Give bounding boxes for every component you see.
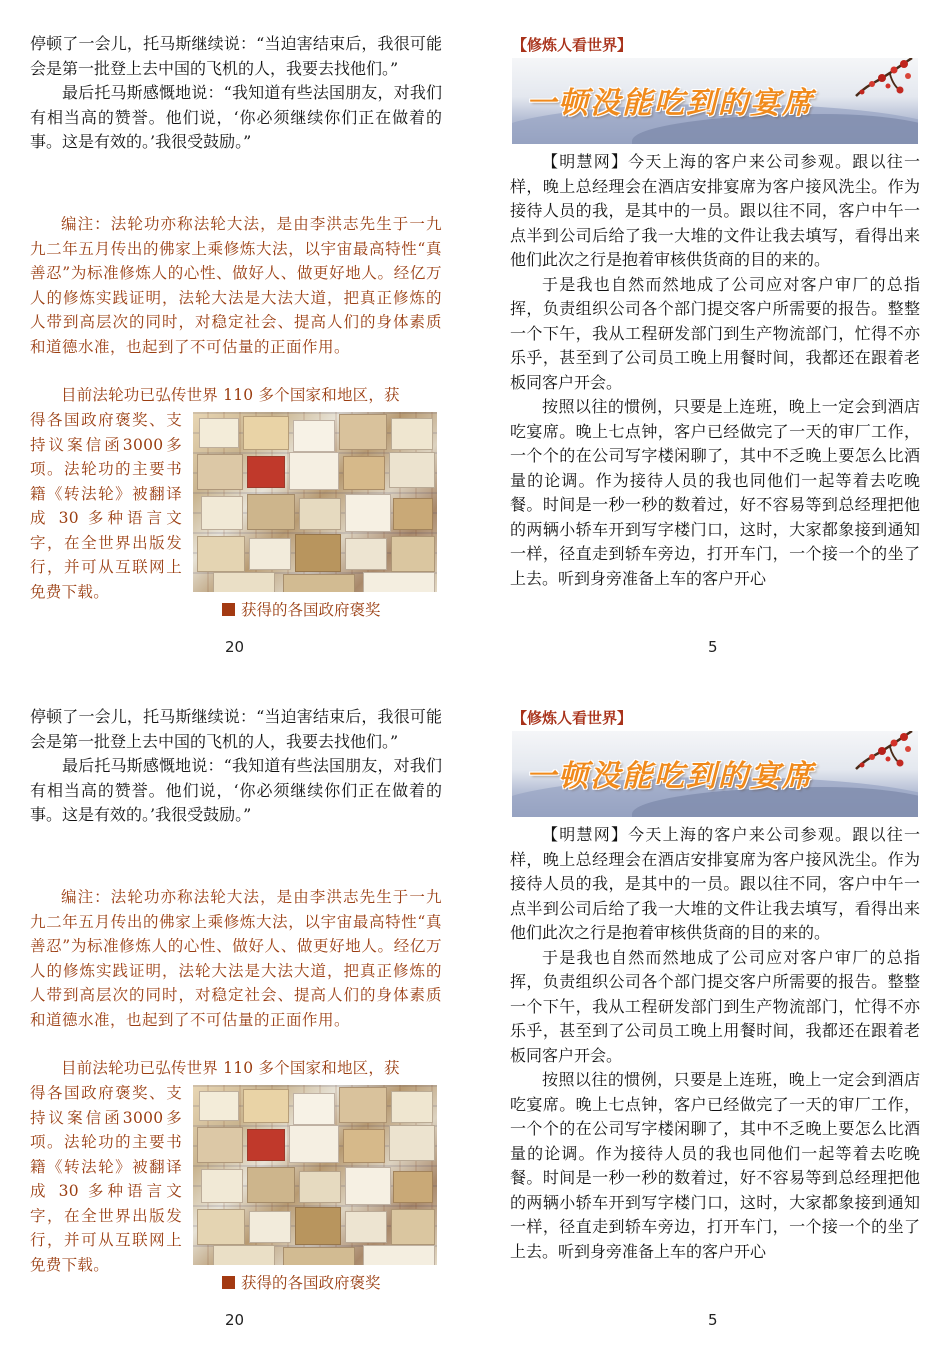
left-page <box>30 0 442 672</box>
left-body-text <box>30 705 442 828</box>
paragraph: 【明慧网】今天上海的客户来公司参观。跟以往一样，晚上总经理会在酒店安排宴席为客户接风洗尘。作为接待人员的我，是其中的一员。跟以往不同，客户中午一点半到公司后给了我一大堆的文件让我去填写，看得出来他们此次之行是抱着审核供货商的目的来的。 <box>510 825 920 942</box>
side-text: 得各国政府褒奖、支持议案信函3000多项。法轮功的主要书籍《转法轮》被翻译成 30 多种语言文字，在全世界出版发行，并可从互联网上免费下载。 <box>30 1084 182 1274</box>
paragraph: 最后托马斯感慨地说：“我知道有些法国朋友，对我们有相当高的赞誉。他们说，‘你必须继续你们正在做着的事。这是有效的。’我很受鼓励。” <box>30 83 442 151</box>
section-tag: 【修炼人看世界】 <box>512 709 633 727</box>
page-number: 5 <box>708 638 718 656</box>
right-body-text <box>510 823 920 1264</box>
image-caption-text: 获得的各国政府褒奖 <box>241 601 381 619</box>
paragraph: 按照以往的惯例，只要是上连班，晚上一定会到酒店吃宴席。晚上七点钟，客户已经做完了一天的审厂工作，一个个的在公司写字楼闲聊了，其中不乏晚上要怎么比酒量的论调。作为接待人员的我也同他们一起等着去吃晚餐。时间是一秒一秒的数着过，好不容易等到总经理把他的两辆小轿车开到写字楼门口，这时，大家都象接到通知一样，径直走到轿车旁边，打开车门，一个接一个的坐了上去。听到身旁准备上车的客户开心 <box>510 1070 920 1261</box>
paragraph: 于是我也自然而然地成了公司应对客户审厂的总指挥，负责组织公司各个部门提交客户所需要的报告。整整一个下午，我从工程研发部门到生产物流部门，忙得不亦乐乎，甚至到了公司员工晚上用餐时间，我都还在跟着老板同客户开会。 <box>510 947 920 1065</box>
editor-note: 编注：法轮功亦称法轮大法，是由李洪志先生于一九九二年五月传出的佛家上乘修炼大法，以宇宙最高特性“真善忍”为标准修炼人的心性、做好人、做更好地人。经亿万人的修炼实践证明，法轮大法是大法大道，把真正修炼的人带到高层次的同时，对稳定社会、提高人们的身体素质和道德水准，也起到了不可估量的正面作用。 <box>30 888 442 1029</box>
spread-top <box>0 0 950 672</box>
paragraph: 于是我也自然而然地成了公司应对客户审厂的总指挥，负责组织公司各个部门提交客户所需要的报告。整整一个下午，我从工程研发部门到生产物流部门，忙得不亦乐乎，甚至到了公司员工晚上用餐时间，我都还在跟着老板同客户开会。 <box>510 274 920 392</box>
left-body-text <box>30 32 442 155</box>
right-page <box>510 0 920 672</box>
page-number: 5 <box>708 1311 718 1329</box>
caption-square-icon <box>222 603 235 616</box>
spread-line: 目前法轮功已弘传世界 110 多个国家和地区，获 <box>61 386 400 404</box>
paragraph: 停顿了一会儿，托马斯继续说：“当迫害结束后，我很可能会是第一批登上去中国的飞机的人，我要去找他们。” <box>30 34 442 78</box>
page-number: 20 <box>225 638 245 656</box>
awards-collage-image <box>193 1085 437 1265</box>
left-page <box>30 673 442 1345</box>
plum-blossom-icon <box>852 731 914 785</box>
article-title: 一顿没能吃到的宴席 <box>526 759 814 794</box>
awards-collage-image <box>193 412 437 592</box>
paragraph: 最后托马斯感慨地说：“我知道有些法国朋友，对我们有相当高的赞誉。他们说，‘你必须继续你们正在做着的事。这是有效的。’我很受鼓励。” <box>30 756 442 824</box>
spread-line: 目前法轮功已弘传世界 110 多个国家和地区，获 <box>61 1059 400 1077</box>
title-banner <box>512 58 918 144</box>
image-caption <box>222 1271 381 1293</box>
section-tag: 【修炼人看世界】 <box>512 36 633 54</box>
paragraph: 【明慧网】今天上海的客户来公司参观。跟以往一样，晚上总经理会在酒店安排宴席为客户接风洗尘。作为接待人员的我，是其中的一员。跟以往不同，客户中午一点半到公司后给了我一大堆的文件让我去填写，看得出来他们此次之行是抱着审核供货商的目的来的。 <box>510 152 920 269</box>
title-banner <box>512 731 918 817</box>
side-text: 得各国政府褒奖、支持议案信函3000多项。法轮功的主要书籍《转法轮》被翻译成 30 多种语言文字，在全世界出版发行，并可从互联网上免费下载。 <box>30 411 182 601</box>
image-caption-text: 获得的各国政府褒奖 <box>241 1274 381 1292</box>
page-number: 20 <box>225 1311 245 1329</box>
caption-square-icon <box>222 1276 235 1289</box>
right-body-text <box>510 150 920 591</box>
image-caption <box>222 598 381 620</box>
paragraph: 停顿了一会儿，托马斯继续说：“当迫害结束后，我很可能会是第一批登上去中国的飞机的人，我要去找他们。” <box>30 707 442 751</box>
paragraph: 按照以往的惯例，只要是上连班，晚上一定会到酒店吃宴席。晚上七点钟，客户已经做完了一天的审厂工作，一个个的在公司写字楼闲聊了，其中不乏晚上要怎么比酒量的论调。作为接待人员的我也同他们一起等着去吃晚餐。时间是一秒一秒的数着过，好不容易等到总经理把他的两辆小轿车开到写字楼门口，这时，大家都象接到通知一样，径直走到轿车旁边，打开车门，一个接一个的坐了上去。听到身旁准备上车的客户开心 <box>510 397 920 588</box>
right-page <box>510 673 920 1345</box>
editor-note: 编注：法轮功亦称法轮大法，是由李洪志先生于一九九二年五月传出的佛家上乘修炼大法，以宇宙最高特性“真善忍”为标准修炼人的心性、做好人、做更好地人。经亿万人的修炼实践证明，法轮大法是大法大道，把真正修炼的人带到高层次的同时，对稳定社会、提高人们的身体素质和道德水准，也起到了不可估量的正面作用。 <box>30 215 442 356</box>
plum-blossom-icon <box>852 58 914 112</box>
article-title: 一顿没能吃到的宴席 <box>526 86 814 121</box>
spread-bottom <box>0 673 950 1345</box>
